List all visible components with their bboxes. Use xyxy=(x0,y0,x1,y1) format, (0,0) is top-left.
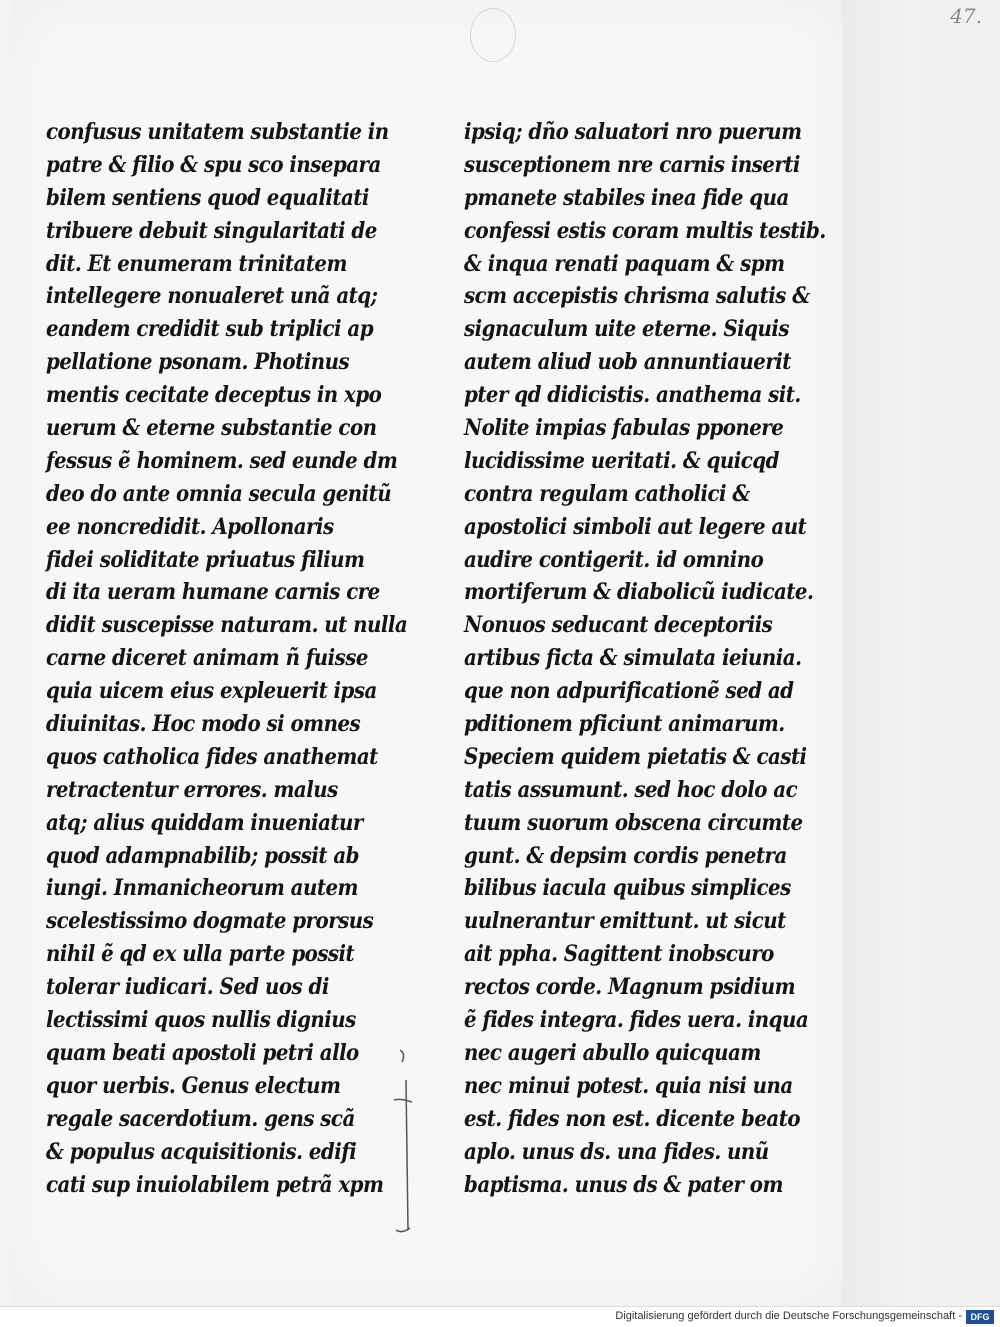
text-line: bilem sentiens quod equalitati xyxy=(46,184,369,211)
text-line: mortiferum & diabolicũ iudicate. xyxy=(464,579,814,606)
text-line: tribuere debuit singularitati de xyxy=(46,217,377,244)
text-line: patre & filio & spu sco inseparа xyxy=(46,151,381,178)
text-line: aplo. unus ds. una fides. unũ xyxy=(464,1138,769,1165)
adjacent-page-edge xyxy=(842,0,1000,1306)
text-line: di ita ueram humane carnis cre xyxy=(46,579,380,606)
text-line: cati sup inuiolabilem petrã xpm xyxy=(46,1171,384,1198)
text-line: ee noncredidit. Apollonaris xyxy=(46,513,334,540)
text-line: est. fides non est. dicente beato xyxy=(464,1105,801,1132)
folio-number: 47. xyxy=(950,4,982,28)
text-line: baptisma. unus ds & pater om xyxy=(464,1171,783,1198)
text-line: regale sacerdotium. gens scã xyxy=(46,1105,355,1132)
left-text-column xyxy=(46,116,418,1201)
text-line: dit. Et enumeram trinitatem xyxy=(46,250,347,277)
text-line: Nolite impias fabulas pponere xyxy=(464,415,784,442)
text-line: confessi estis coram multis testib. xyxy=(464,217,826,244)
text-line: artibus ficta & simulata ieiunia. xyxy=(464,645,802,672)
text-line: que non adpurificationẽ sed ad xyxy=(464,678,794,705)
text-line: uulnerantur emittunt. ut sicut xyxy=(464,908,786,935)
text-line: contra regulam catholici & xyxy=(464,480,750,507)
text-line: Speciem quidem pietatis & casti xyxy=(464,743,807,770)
text-line: ait ppha. Sagittent inobscuro xyxy=(464,941,774,968)
text-line: scelestissimo dogmate prorsus xyxy=(46,908,374,935)
text-line: ipsiq; dño saluatori nro puerum xyxy=(464,119,802,145)
text-line: fessus ẽ hominem. sed eunde dm xyxy=(46,447,398,474)
text-line: eandem credidit sub triplici ap xyxy=(46,316,374,343)
text-line: intellegere nonualeret unã atq; xyxy=(46,283,378,310)
text-line: bilibus iacula quibus simplices xyxy=(464,875,791,902)
text-line: audire contigerit. id omnino xyxy=(464,546,764,573)
text-line: iungi. Inmanicheorum autem xyxy=(46,875,358,902)
text-line: & inqua renati paquam & spm xyxy=(464,250,785,277)
dfg-logo-icon[interactable]: DFG xyxy=(966,1310,994,1324)
text-line: quam beati apostoli petri allo xyxy=(46,1039,359,1066)
text-line: apostolici simboli aut legere aut xyxy=(464,513,807,540)
text-line: nihil ẽ qd ex ulla parte possit xyxy=(46,941,355,968)
text-line: quos catholica fides anathemat xyxy=(46,743,378,770)
text-line: ẽ fides integra. fides uera. inqua xyxy=(464,1007,809,1034)
text-line: scm accepistis chrisma salutis & xyxy=(464,283,810,310)
text-line: retractentur errores. malus xyxy=(46,776,338,803)
text-line: carne diceret animam ñ fuisse xyxy=(46,645,368,672)
text-line: pmanete stabiles inea fide qua xyxy=(464,184,789,211)
text-line: gunt. & depsim cordis penetra xyxy=(464,842,787,869)
text-line: tolerar iudicari. Sed uos di xyxy=(46,974,329,1001)
text-line: confusus unitatem substantie in xyxy=(46,119,389,145)
text-line: pditionem pficiunt animarum. xyxy=(464,711,785,738)
text-line: quod adampnabilib; possit ab xyxy=(46,842,359,869)
text-line: didit suscepisse naturam. ut nulla xyxy=(46,612,408,639)
text-line: signaculum uite eterne. Siquis xyxy=(464,316,789,343)
text-line: quor uerbis. Genus electum xyxy=(46,1072,341,1099)
funding-credit: Digitalisierung gefördert durch die Deutsche Forschungsgemeinschaft - xyxy=(615,1310,962,1322)
right-text-column xyxy=(464,116,834,1201)
margin-bracket-icon xyxy=(392,1040,432,1240)
parchment-hole xyxy=(470,8,516,62)
text-line: & populus acquisitionis. edifi xyxy=(46,1138,357,1165)
text-line: quia uicem eius expleuerit ipsa xyxy=(46,678,377,705)
text-line: pter qd didicistis. anathema sit. xyxy=(464,382,801,409)
text-line: atq; alius quiddam inueniatur xyxy=(46,809,363,836)
text-line: tatis assumunt. sed hoc dolo ac xyxy=(464,776,798,803)
text-line: susceptionem nre carnis inserti xyxy=(464,151,800,178)
text-line: pellatione psonam. Photinus xyxy=(46,349,350,376)
text-line: nec augeri abullo quicquam xyxy=(464,1039,761,1066)
footer-bar xyxy=(0,1306,1000,1327)
text-line: nec minui potest. quia nisi una xyxy=(464,1072,793,1099)
text-line: uerum & eterne substantie con xyxy=(46,415,377,442)
text-line: lectissimi quos nullis dignius xyxy=(46,1007,356,1034)
text-line: Nonuos seducant deceptoriis xyxy=(464,612,773,639)
text-line: tuum suorum obscena circumte xyxy=(464,809,803,836)
text-line: fidei soliditate priuatus filium xyxy=(46,546,365,573)
manuscript-page xyxy=(12,0,842,1306)
text-line: lucidissime ueritati. & quicqd xyxy=(464,447,779,474)
text-line: diuinitas. Hoc modo si omnes xyxy=(46,711,361,738)
text-line: deo do ante omnia secula genitũ xyxy=(46,480,392,507)
text-line: mentis cecitate deceptus in xpo xyxy=(46,382,382,409)
text-line: rectos corde. Magnum psidium xyxy=(464,974,796,1001)
text-line: autem aliud uob annuntiauerit xyxy=(464,349,791,376)
